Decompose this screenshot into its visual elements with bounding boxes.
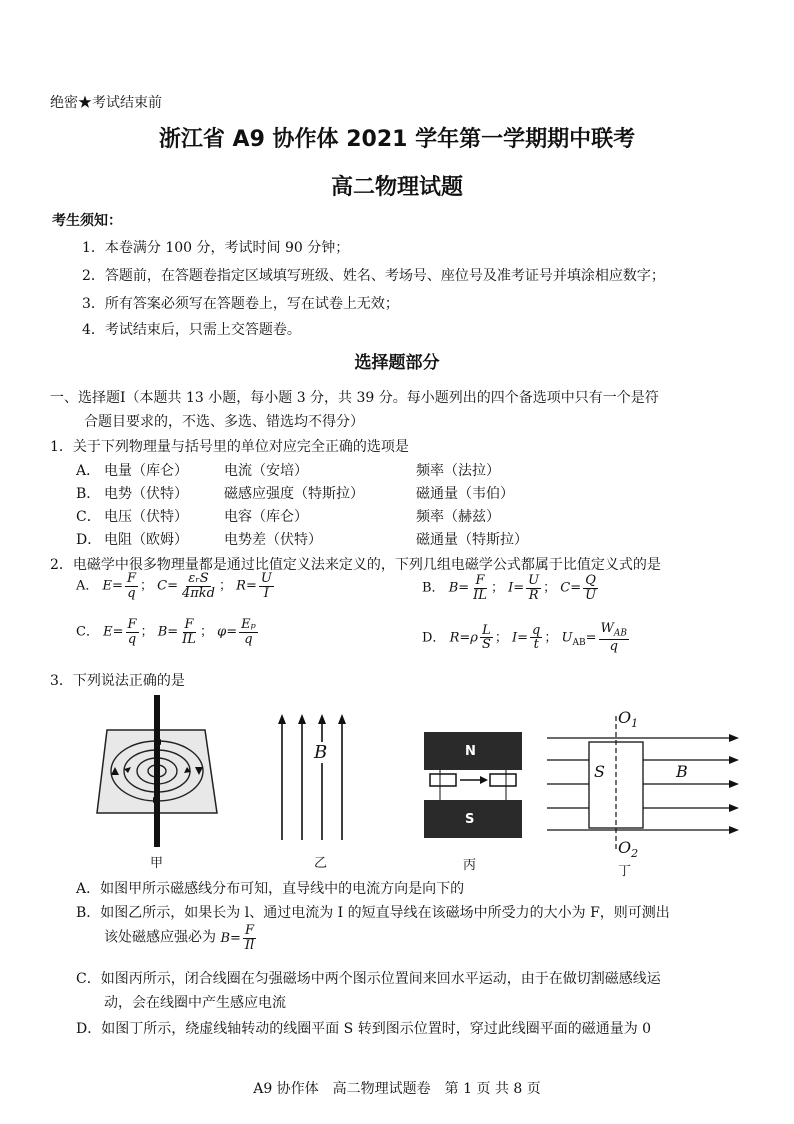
q1-option-cell: 电势（伏特） <box>104 486 188 502</box>
axis-label-o1: $O_1$ <box>618 708 639 731</box>
option-letter: A． <box>76 578 99 594</box>
q2-option-b: B． B= $\frac{F}{IL}$ ； I= $\frac{U}{R}$ ； C= $\frac{Q}{U}$ <box>422 573 597 603</box>
q1-option-cell: 磁通量（特斯拉） <box>416 532 528 548</box>
option-letter: B． <box>422 580 445 596</box>
q3-option-b-cont: 该处磁感应强必为 B= $\frac{F}{Il}$ <box>104 923 255 953</box>
q1-option-cell: 电压（伏特） <box>104 509 188 525</box>
var-c: C <box>157 578 168 594</box>
q3-stem: 3．下列说法正确的是 <box>50 673 185 689</box>
q2-option-a: A． E= $\frac{F}{q}$ ； C= $\frac{\text{εᵣS}}{\text{4πkd}}$ ； R= $\frac{U}{I}$ <box>76 571 272 601</box>
fraction: $\frac{U}{R}$ <box>528 573 540 603</box>
field-label-b: B <box>676 762 688 781</box>
q1-option-cell: 电容（库仑） <box>224 509 308 525</box>
figure-label: 丙 <box>463 858 477 873</box>
notice-heading: 考生须知： <box>52 213 122 229</box>
q2-option-c: C． E= $\frac{F}{q}$ ； B= $\frac{F}{IL}$ ； φ= $\frac{\text{Eₚ}}{q}$ <box>76 617 256 647</box>
q1-option-cell: 磁感应强度（特斯拉） <box>224 486 364 502</box>
q1-option-cell: 频率（赫兹） <box>416 509 500 525</box>
fraction: $\frac{F}{IL}$ <box>182 617 196 647</box>
figure-label: 丁 <box>618 864 632 879</box>
var-r: R <box>236 578 246 594</box>
pole-s-label: S <box>465 812 475 827</box>
section-instruction: 一、选择题Ⅰ（本题共 13 小题，每小题 3 分，共 39 分。每小题列出的四个备选项中只有一个是符 <box>50 390 659 406</box>
fraction: $\frac{q}{t}$ <box>532 622 541 653</box>
q1-option-letter: C． <box>76 509 101 525</box>
q1-option-cell: 电流（安培） <box>224 463 308 479</box>
confidential-label: 绝密★考试结束前 <box>50 95 162 111</box>
figure-ding <box>545 712 745 852</box>
exam-subtitle: 高二物理试题 <box>330 175 463 200</box>
field-label-b: B <box>314 742 328 763</box>
notice-item: 2．答题前，在答题卷指定区域填写班级、姓名、考场号、座位号及准考证号并填涂相应数字； <box>82 268 665 284</box>
q3-option-c-cont: 动，会在线圈中产生感应电流 <box>104 995 286 1011</box>
q3-option-d: D．如图丁所示，绕虚线轴转动的线圈平面 S 转到图示位置时，穿过此线圈平面的磁通量为 0 <box>76 1021 652 1037</box>
fraction: $\frac{F}{q}$ <box>126 571 136 601</box>
coil-position-1 <box>430 774 456 786</box>
fraction: $\frac{Q}{U}$ <box>585 573 597 603</box>
page-footer: A9 协作体 高二物理试题卷 第 1 页 共 8 页 <box>253 1081 541 1097</box>
q1-stem: 1．关于下列物理量与括号里的单位对应完全正确的选项是 <box>50 439 409 455</box>
q3-option-b: B．如图乙所示，如果长为 l、通过电流为 I 的短直导线在该磁场中所受力的大小为 F，则可测出 <box>76 905 670 921</box>
fraction: $\frac{U}{I}$ <box>260 571 272 601</box>
q2-option-d: D． R=ρ $\frac{L}{S}$ ； I= $\frac{q}{t}$ ； $U_{AB}=$ $\frac{W_{AB}}{q}$ <box>422 621 628 655</box>
q1-option-cell: 磁通量（韦伯） <box>416 486 514 502</box>
fraction: $\frac{F}{Il}$ <box>244 923 255 953</box>
q1-option-letter: A． <box>76 463 101 479</box>
fraction: $\frac{\text{εᵣS}}{\text{4πkd}}$ <box>181 571 215 601</box>
q2-stem: 2．电磁学中很多物理量都是通过比值定义法来定义的，下列几组电磁学公式都属于比值定义式的是 <box>50 557 661 573</box>
section-title: 选择题部分 <box>354 353 440 373</box>
q1-option-cell: 频率（法拉） <box>416 463 500 479</box>
coil-position-2 <box>490 774 516 786</box>
q3-option-a: A．如图甲所示磁感线分布可知，直导线中的电流方向是向下的 <box>76 881 465 897</box>
q1-option-cell: 电阻（欧姆） <box>104 532 188 548</box>
figure-label: 乙 <box>314 856 328 871</box>
figure-jia <box>95 695 225 850</box>
q1-option-cell: 电量（库仑） <box>104 463 188 479</box>
fraction: $\frac{F}{IL}$ <box>473 573 487 603</box>
figure-label: 甲 <box>150 856 164 871</box>
figure-yi <box>270 712 350 842</box>
section-instruction-cont: 合题目要求的，不选、多选、错选均不得分） <box>84 414 364 430</box>
q1-option-letter: B． <box>76 486 101 502</box>
notice-item: 4．考试结束后，只需上交答题卷。 <box>82 322 301 338</box>
q1-option-cell: 电势差（伏特） <box>224 532 322 548</box>
q3-option-c: C．如图丙所示，闭合线圈在匀强磁场中两个图示位置间来回水平运动，由于在做切割磁感线运 <box>76 971 661 987</box>
option-letter: D． <box>422 630 446 646</box>
notice-item: 1．本卷满分 100 分，考试时间 90 分钟； <box>82 240 350 256</box>
fraction: $\frac{W_{AB}}{q}$ <box>600 621 628 655</box>
fraction: $\frac{\text{Eₚ}}{q}$ <box>241 617 256 647</box>
equals: = <box>112 578 123 594</box>
exam-title: 浙江省 A9 协作体 2021 学年第一学期期中联考 <box>158 127 636 152</box>
fraction: $\frac{L}{S}$ <box>481 622 491 653</box>
pole-n-label: N <box>465 744 476 759</box>
fraction: $\frac{F}{q}$ <box>127 617 137 647</box>
q1-option-letter: D． <box>76 532 102 548</box>
coil-label-s: S <box>594 762 605 781</box>
var-e: E <box>102 578 113 594</box>
option-letter: C． <box>76 624 99 640</box>
axis-label-o2: $O_2$ <box>618 838 639 861</box>
notice-item: 3．所有答案必须写在答题卷上，写在试卷上无效； <box>82 296 399 312</box>
